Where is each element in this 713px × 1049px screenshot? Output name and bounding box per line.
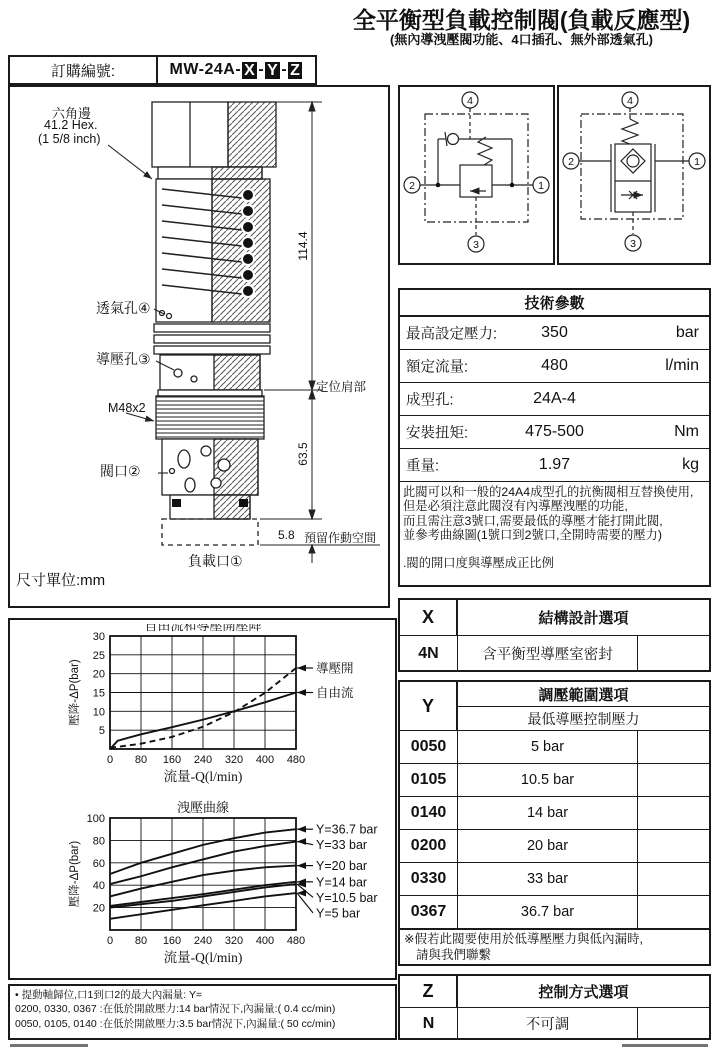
svg-text:240: 240 bbox=[193, 754, 213, 766]
svg-text:20: 20 bbox=[92, 668, 105, 681]
y-row-empty bbox=[638, 896, 709, 928]
schem-b-port-2: 2 bbox=[568, 156, 574, 168]
y-row-desc: 20 bar bbox=[458, 830, 638, 862]
schem-b-port-4: 4 bbox=[627, 95, 633, 107]
load-port-label: 負載口① bbox=[188, 553, 243, 569]
model-prefix: MW-24A- bbox=[169, 61, 242, 78]
shoulder-label: 定位肩部 bbox=[316, 380, 367, 394]
svg-text:320: 320 bbox=[224, 754, 244, 766]
hex-inch-label: (1 5/8 inch) bbox=[38, 132, 101, 146]
schem-a-port-3: 3 bbox=[473, 239, 479, 251]
svg-text:15: 15 bbox=[92, 687, 105, 700]
svg-text:400: 400 bbox=[255, 754, 275, 766]
tech-note-line: 而且需注意3號口,需要最低的導壓才能打開此閥, bbox=[403, 513, 663, 528]
model-code-x: X bbox=[244, 61, 256, 79]
option-y-row bbox=[400, 830, 709, 863]
svg-text:0: 0 bbox=[106, 935, 114, 947]
svg-text:480: 480 bbox=[286, 754, 306, 766]
tech-value: 24A-4 bbox=[533, 390, 576, 407]
svg-text:流量-Q(l/min): 流量-Q(l/min) bbox=[163, 950, 243, 965]
tech-row-torque bbox=[400, 416, 709, 449]
svg-text:480: 480 bbox=[286, 935, 306, 947]
footnote-line: 0050, 0105, 0140 :在低於開啟壓力:3.5 bar情況下,內漏量:( 50 cc/min) bbox=[15, 1017, 336, 1030]
model-code-z: Z bbox=[290, 61, 301, 79]
tech-note-line: 但是必須注意此閥沒有內導壓洩壓的功能, bbox=[403, 499, 628, 514]
schem-a-port-1: 1 bbox=[538, 180, 544, 192]
scan-artifact bbox=[622, 1044, 708, 1047]
svg-text:240: 240 bbox=[193, 935, 213, 947]
tech-value: 350 bbox=[541, 324, 568, 341]
page-title: 全平衡型負載控制閥(負載反應型) bbox=[352, 7, 691, 33]
y-row-desc: 14 bar bbox=[458, 797, 638, 829]
vent-port-label: 透氣孔④ bbox=[96, 300, 151, 316]
y-row-code: 0200 bbox=[400, 830, 458, 862]
svg-text:10: 10 bbox=[92, 706, 105, 719]
tech-label: 成型孔: bbox=[406, 392, 454, 409]
valve-port-label: 閥口② bbox=[100, 463, 141, 479]
tech-row-cavity bbox=[400, 383, 709, 416]
option-x-row-empty bbox=[638, 636, 709, 671]
tech-value: 1.97 bbox=[538, 456, 571, 473]
tech-label: 最高設定壓力: bbox=[406, 326, 498, 343]
option-x-row bbox=[400, 636, 709, 671]
option-y-code: Y bbox=[400, 682, 458, 730]
valve-cross-section-drawing bbox=[10, 87, 388, 606]
option-y-title: 調壓範圍選項 bbox=[458, 682, 709, 707]
option-z-code: Z bbox=[400, 976, 458, 1007]
option-x-table bbox=[398, 598, 711, 672]
option-y-row bbox=[400, 896, 709, 929]
svg-text:5: 5 bbox=[98, 725, 105, 738]
option-y-note bbox=[400, 929, 709, 965]
option-x-row-desc: 含平衡型導壓室密封 bbox=[458, 636, 638, 671]
tech-value: 475-500 bbox=[525, 423, 584, 440]
svg-text:80: 80 bbox=[134, 935, 148, 947]
footnote-line: • 提動軸歸位,口1到口2的最大內漏量: Y= bbox=[15, 989, 203, 1001]
y-note-line-1: ※假若此閥要使用於低導壓壓力與低內漏時, bbox=[404, 932, 643, 946]
option-z-title: 控制方式選項 bbox=[538, 984, 629, 1001]
order-number-box bbox=[8, 55, 317, 85]
chart-canvas bbox=[14, 624, 392, 792]
svg-text:80: 80 bbox=[134, 754, 148, 766]
valve-body bbox=[152, 102, 276, 545]
y-row-code: 0105 bbox=[400, 764, 458, 796]
y-row-desc: 5 bar bbox=[458, 731, 638, 763]
option-z-table bbox=[398, 974, 711, 1040]
svg-text:自由流和導壓開壓降: 自由流和導壓開壓降 bbox=[144, 624, 262, 633]
schem-a-port-4: 4 bbox=[467, 95, 473, 107]
tech-label: 額定流量: bbox=[406, 359, 469, 376]
chart-canvas bbox=[14, 796, 392, 978]
tech-unit: kg bbox=[682, 456, 699, 473]
svg-text:Y=20 bar: Y=20 bar bbox=[316, 859, 368, 874]
svg-text:Y=33 bar: Y=33 bar bbox=[316, 838, 368, 853]
svg-text:320: 320 bbox=[224, 935, 244, 947]
scan-artifact bbox=[10, 1044, 88, 1047]
model-number bbox=[158, 57, 315, 83]
y-row-empty bbox=[638, 863, 709, 895]
svg-text:Y=14 bar: Y=14 bar bbox=[316, 875, 368, 890]
option-y-row bbox=[400, 797, 709, 830]
option-x-code: X bbox=[400, 600, 458, 635]
chart-free-flow-pilot-open bbox=[14, 624, 392, 792]
option-y-subtitle: 最低導壓控制壓力 bbox=[527, 710, 640, 727]
option-y-table bbox=[398, 680, 711, 966]
schematic-detailed-box bbox=[398, 85, 555, 265]
chart-relief-curves bbox=[14, 796, 392, 978]
footnote-line: 0200, 0330, 0367 :在低於開啟壓力:14 bar情況下,內漏量:( 0.4 cc/min) bbox=[15, 1003, 336, 1016]
tech-label: 安裝扭矩: bbox=[406, 425, 469, 442]
z-row-code: N bbox=[400, 1008, 458, 1039]
y-row-empty bbox=[638, 731, 709, 763]
tech-notes bbox=[400, 482, 709, 570]
order-number-label: 訂購編號: bbox=[10, 57, 158, 83]
hex-label: 六角邊 bbox=[52, 106, 92, 121]
svg-text:自由流: 自由流 bbox=[316, 686, 354, 700]
svg-text:160: 160 bbox=[162, 754, 182, 766]
tech-params-title: 技術參數 bbox=[400, 290, 709, 317]
option-x-row-code: 4N bbox=[400, 636, 458, 671]
svg-text:壓降-ΔP(bar): 壓降-ΔP(bar) bbox=[69, 840, 81, 908]
svg-text:流量-Q(l/min): 流量-Q(l/min) bbox=[163, 769, 243, 784]
y-row-desc: 10.5 bar bbox=[458, 764, 638, 796]
hex-size-label: 41.2 Hex. bbox=[44, 118, 98, 132]
tech-row-rated-flow bbox=[400, 350, 709, 383]
y-row-empty bbox=[638, 797, 709, 829]
model-dash-1: - bbox=[258, 61, 265, 78]
svg-text:壓降-ΔP(bar): 壓降-ΔP(bar) bbox=[69, 659, 81, 726]
page-subtitle: (無內導洩壓閥功能、4口插孔、無外部透氣孔) bbox=[390, 32, 653, 47]
z-row-empty bbox=[638, 1008, 709, 1039]
svg-text:Y=5 bar: Y=5 bar bbox=[316, 906, 361, 921]
tech-label: 重量: bbox=[406, 458, 440, 475]
tech-unit: l/min bbox=[665, 357, 699, 374]
svg-text:洩壓曲線: 洩壓曲線 bbox=[176, 800, 230, 815]
option-y-row bbox=[400, 731, 709, 764]
z-row-desc: 不可調 bbox=[458, 1008, 638, 1039]
footnotes-box bbox=[8, 984, 397, 1040]
svg-text:20: 20 bbox=[92, 902, 105, 915]
option-y-row bbox=[400, 764, 709, 797]
model-code-y: Y bbox=[267, 61, 279, 79]
dim-114-label: 114.4 bbox=[296, 231, 310, 261]
y-note-line-2: 請與我們聯繫 bbox=[416, 947, 492, 962]
y-row-code: 0330 bbox=[400, 863, 458, 895]
reserve-space-label: 預留作動空間 bbox=[304, 531, 377, 545]
option-x-title: 結構設計選項 bbox=[538, 610, 629, 627]
tech-params-box bbox=[398, 288, 711, 587]
svg-text:60: 60 bbox=[92, 857, 105, 870]
svg-text:導壓開: 導壓開 bbox=[316, 661, 354, 676]
tech-note-line bbox=[403, 543, 706, 556]
tech-note-line: 此閥可以和一般的24A4成型孔的抗衡閥相互替換使用, bbox=[403, 485, 694, 499]
option-z-row bbox=[400, 1008, 709, 1039]
y-row-empty bbox=[638, 764, 709, 796]
schem-b-port-3: 3 bbox=[630, 238, 636, 250]
schem-a-port-2: 2 bbox=[409, 180, 415, 192]
y-row-desc: 36.7 bar bbox=[458, 896, 638, 928]
valve-drawing-box bbox=[8, 85, 390, 608]
dim-58-label: 5.8 bbox=[278, 528, 295, 542]
tech-row-max-pressure bbox=[400, 317, 709, 350]
tech-note-line: 並參考曲線圖(1號口到2號口,全開時需要的壓力) bbox=[403, 528, 662, 543]
svg-text:Y=10.5 bar: Y=10.5 bar bbox=[316, 890, 378, 905]
y-row-code: 0367 bbox=[400, 896, 458, 928]
svg-text:25: 25 bbox=[92, 649, 105, 662]
tech-note-line: .閥的開口度與導壓成正比例 bbox=[403, 555, 554, 570]
svg-text:30: 30 bbox=[92, 631, 105, 643]
tech-unit: bar bbox=[675, 324, 699, 341]
svg-text:Y=36.7 bar: Y=36.7 bar bbox=[316, 822, 378, 837]
svg-text:0: 0 bbox=[106, 754, 114, 766]
option-y-row bbox=[400, 863, 709, 896]
tech-value: 480 bbox=[541, 357, 568, 374]
hydraulic-schematic-detailed bbox=[400, 87, 553, 263]
tech-unit: Nm bbox=[674, 423, 699, 440]
dim-63-label: 63.5 bbox=[296, 442, 310, 466]
tech-row-weight bbox=[400, 449, 709, 482]
svg-text:80: 80 bbox=[92, 835, 105, 848]
thread-label: M48x2 bbox=[108, 401, 146, 415]
model-dash-2: - bbox=[281, 61, 288, 78]
unit-label: 尺寸單位:mm bbox=[16, 572, 106, 589]
charts-box bbox=[8, 618, 397, 980]
y-row-desc: 33 bar bbox=[458, 863, 638, 895]
schem-b-port-1: 1 bbox=[694, 156, 700, 168]
svg-text:400: 400 bbox=[255, 935, 275, 947]
schematic-simplified-box bbox=[557, 85, 711, 265]
y-row-code: 0140 bbox=[400, 797, 458, 829]
svg-text:40: 40 bbox=[92, 880, 105, 893]
y-row-empty bbox=[638, 830, 709, 862]
hydraulic-schematic-simplified bbox=[559, 87, 709, 263]
y-row-code: 0050 bbox=[400, 731, 458, 763]
svg-text:100: 100 bbox=[86, 813, 105, 825]
pilot-port-label: 導壓孔③ bbox=[96, 351, 151, 367]
svg-text:160: 160 bbox=[162, 935, 182, 947]
